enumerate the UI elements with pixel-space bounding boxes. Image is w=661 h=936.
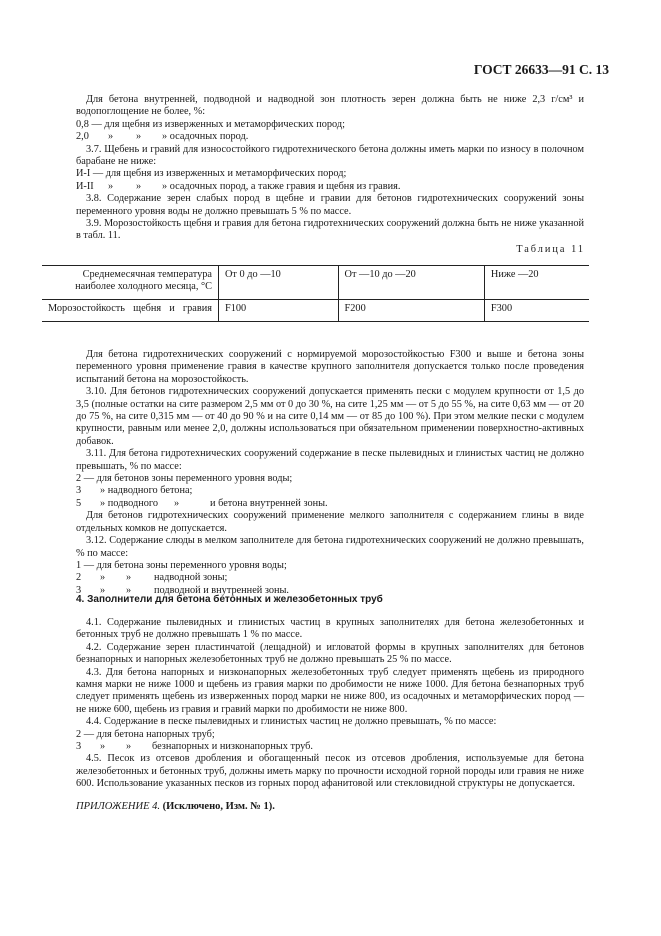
list-item: 0,8 — для щебня из изверженных и метаморфических пород; bbox=[76, 118, 345, 130]
paragraph-3-9: 3.9. Морозостойкость щебня и гравия для бетона гидротехнических сооружений должна быть не ниже указанной в табл. 11. bbox=[76, 218, 584, 242]
table-row bbox=[42, 300, 589, 322]
paragraph-3-7: 3.7. Щебень и гравий для износостойкого гидротехнического бетона должны иметь марки по износу в полочном барабане не ниже: bbox=[76, 143, 584, 168]
list-item: И-I — для щебня из изверженных и метаморфических пород; bbox=[76, 168, 347, 180]
table-cell: F200 bbox=[338, 300, 484, 322]
table-caption: Таблица 11 bbox=[516, 244, 585, 255]
table-cell: F100 bbox=[219, 300, 339, 322]
list-item: 3 » надводного бетона; bbox=[76, 485, 193, 497]
section-4-title: 4. Заполнители для бетона бетонных и железобетонных труб bbox=[76, 594, 383, 605]
list-item: 1 — для бетона зоны переменного уровня воды; bbox=[76, 559, 287, 571]
list-item: 5 » подводного » и бетона внутренней зоны. bbox=[76, 497, 328, 509]
middle-block bbox=[76, 349, 584, 597]
list-item: 2,0 » » » осадочных пород. bbox=[76, 131, 249, 143]
table-cell: Ниже —20 bbox=[484, 266, 589, 300]
list-item: 3 » » безнапорных и низконапорных труб. bbox=[76, 741, 313, 753]
paragraph-clay: Для бетонов гидротехнических сооружений применение мелкого заполнителя с содержанием глины в виде отдельных комков не допускается. bbox=[76, 510, 584, 534]
appendix-label: ПРИЛОЖЕНИЕ 4. bbox=[76, 801, 160, 812]
paragraph-4-1: 4.1. Содержание пылевидных и глинистых частиц в крупных заполнителях для бетона железобетонных и бетонных труб не должно превышать 1 % по массе. bbox=[76, 617, 584, 641]
table-cell: Среднемесячная температура наиболее холодного месяца, °С bbox=[42, 266, 219, 300]
paragraph-f300: Для бетона гидротехнических сооружений с нормируемой морозостойкостью F300 и выше и бетона зоны переменного уровня применение гравия в качестве крупного заполнителя допускается только после проведения испытаний бетона на морозостойкость. bbox=[76, 349, 584, 385]
table-cell: Морозостойкость щебня и гравия bbox=[42, 300, 219, 322]
list-item: 2 — для бетона напорных труб; bbox=[76, 728, 215, 740]
table-11 bbox=[42, 265, 589, 322]
page-header: ГОСТ 26633—91 С. 13 bbox=[473, 62, 609, 77]
table-row bbox=[42, 266, 589, 300]
section-4-block bbox=[76, 617, 584, 791]
paragraph-4-5: 4.5. Песок из отсевов дробления и обогащенный песок из отсевов дробления, используемые для бетона железобетонных и бетонных труб, должны иметь марку по прочности исходной горной породы или гравия не ниже 600. Использование указанных песков из горных пород афанитовой или стекловидной структуры не допускается. bbox=[76, 753, 584, 790]
paragraph-3-11: 3.11. Для бетона гидротехнических сооружений содержание в песке пылевидных и глинистых частиц не должно превышать, % по массе: bbox=[76, 448, 584, 472]
paragraph-4-3: 4.3. Для бетона напорных и низконапорных железобетонных труб следует применять щебень из природного камня марки не ниже 1000 и щебень из гравия марки по дробимости не ниже 1000. Для бетона безнапорных труб следует применять щебень из изверженных пород марки не ниже 800, из осадочных и метаморфических пород — не ниже 600, щебень из гравия и гравий марки по дробимости не ниже 800. bbox=[76, 666, 584, 715]
paragraph-4-2: 4.2. Содержание зерен пластинчатой (лещадной) и игловатой формы в крупных заполнителях для бетонов безнапорных и напорных железобетонных труб не должно превышать 25 % по массе. bbox=[76, 641, 584, 666]
paragraph-3-12: 3.12. Содержание слюды в мелком заполнителе для бетона гидротехнических сооружений не должно превышать, % по массе: bbox=[76, 535, 584, 559]
list-item: 3 » » подводной и внутренней зоны. bbox=[76, 584, 290, 596]
appendix-status: (Исключено, Изм. № 1). bbox=[162, 801, 275, 812]
table-cell: F300 bbox=[484, 300, 589, 322]
table-cell: От —10 до —20 bbox=[338, 266, 484, 300]
top-block bbox=[76, 94, 584, 243]
paragraph-3-8: 3.8. Содержание зерен слабых пород в щебне и гравии для бетонов гидротехнических сооружений зоны переменного уровня воды не должно превышать 5 % по массе. bbox=[76, 193, 584, 217]
paragraph-3-10: 3.10. Для бетонов гидротехнических сооружений допускается применять пески с модулем крупности от 1,5 до 3,5 (полные остатки на сите размером 2,5 мм от 0 до 30 %, на сите 1,25 мм — от 5 до 55 %, на сите 0,63 мм — от 20 до 75 %, на сите 0,315 мм — от 40 до 90 % и на сите 0,14 мм — от 85 до 100 %). При этом мелкие пески с модулем крупности, равным или менее 2,0, должны использоваться при обязательном применении поверхностно-активных добавок. bbox=[76, 386, 584, 447]
list-item: И-II » » » осадочных пород, а также гравия и щебня из гравия. bbox=[76, 180, 401, 192]
appendix-note bbox=[76, 801, 275, 812]
table-cell: От 0 до —10 bbox=[219, 266, 339, 300]
list-item: 2 — для бетонов зоны переменного уровня воды; bbox=[76, 473, 293, 485]
paragraph-density: Для бетона внутренней, подводной и надводной зон плотность зерен должна быть не ниже 2,3 г/см³ и водопоглощение не более, %: bbox=[76, 94, 584, 118]
paragraph-4-4: 4.4. Содержание в песке пылевидных и глинистых частиц не должно превышать, % по массе: bbox=[86, 716, 497, 728]
list-item: 2 » » надводной зоны; bbox=[76, 572, 228, 584]
